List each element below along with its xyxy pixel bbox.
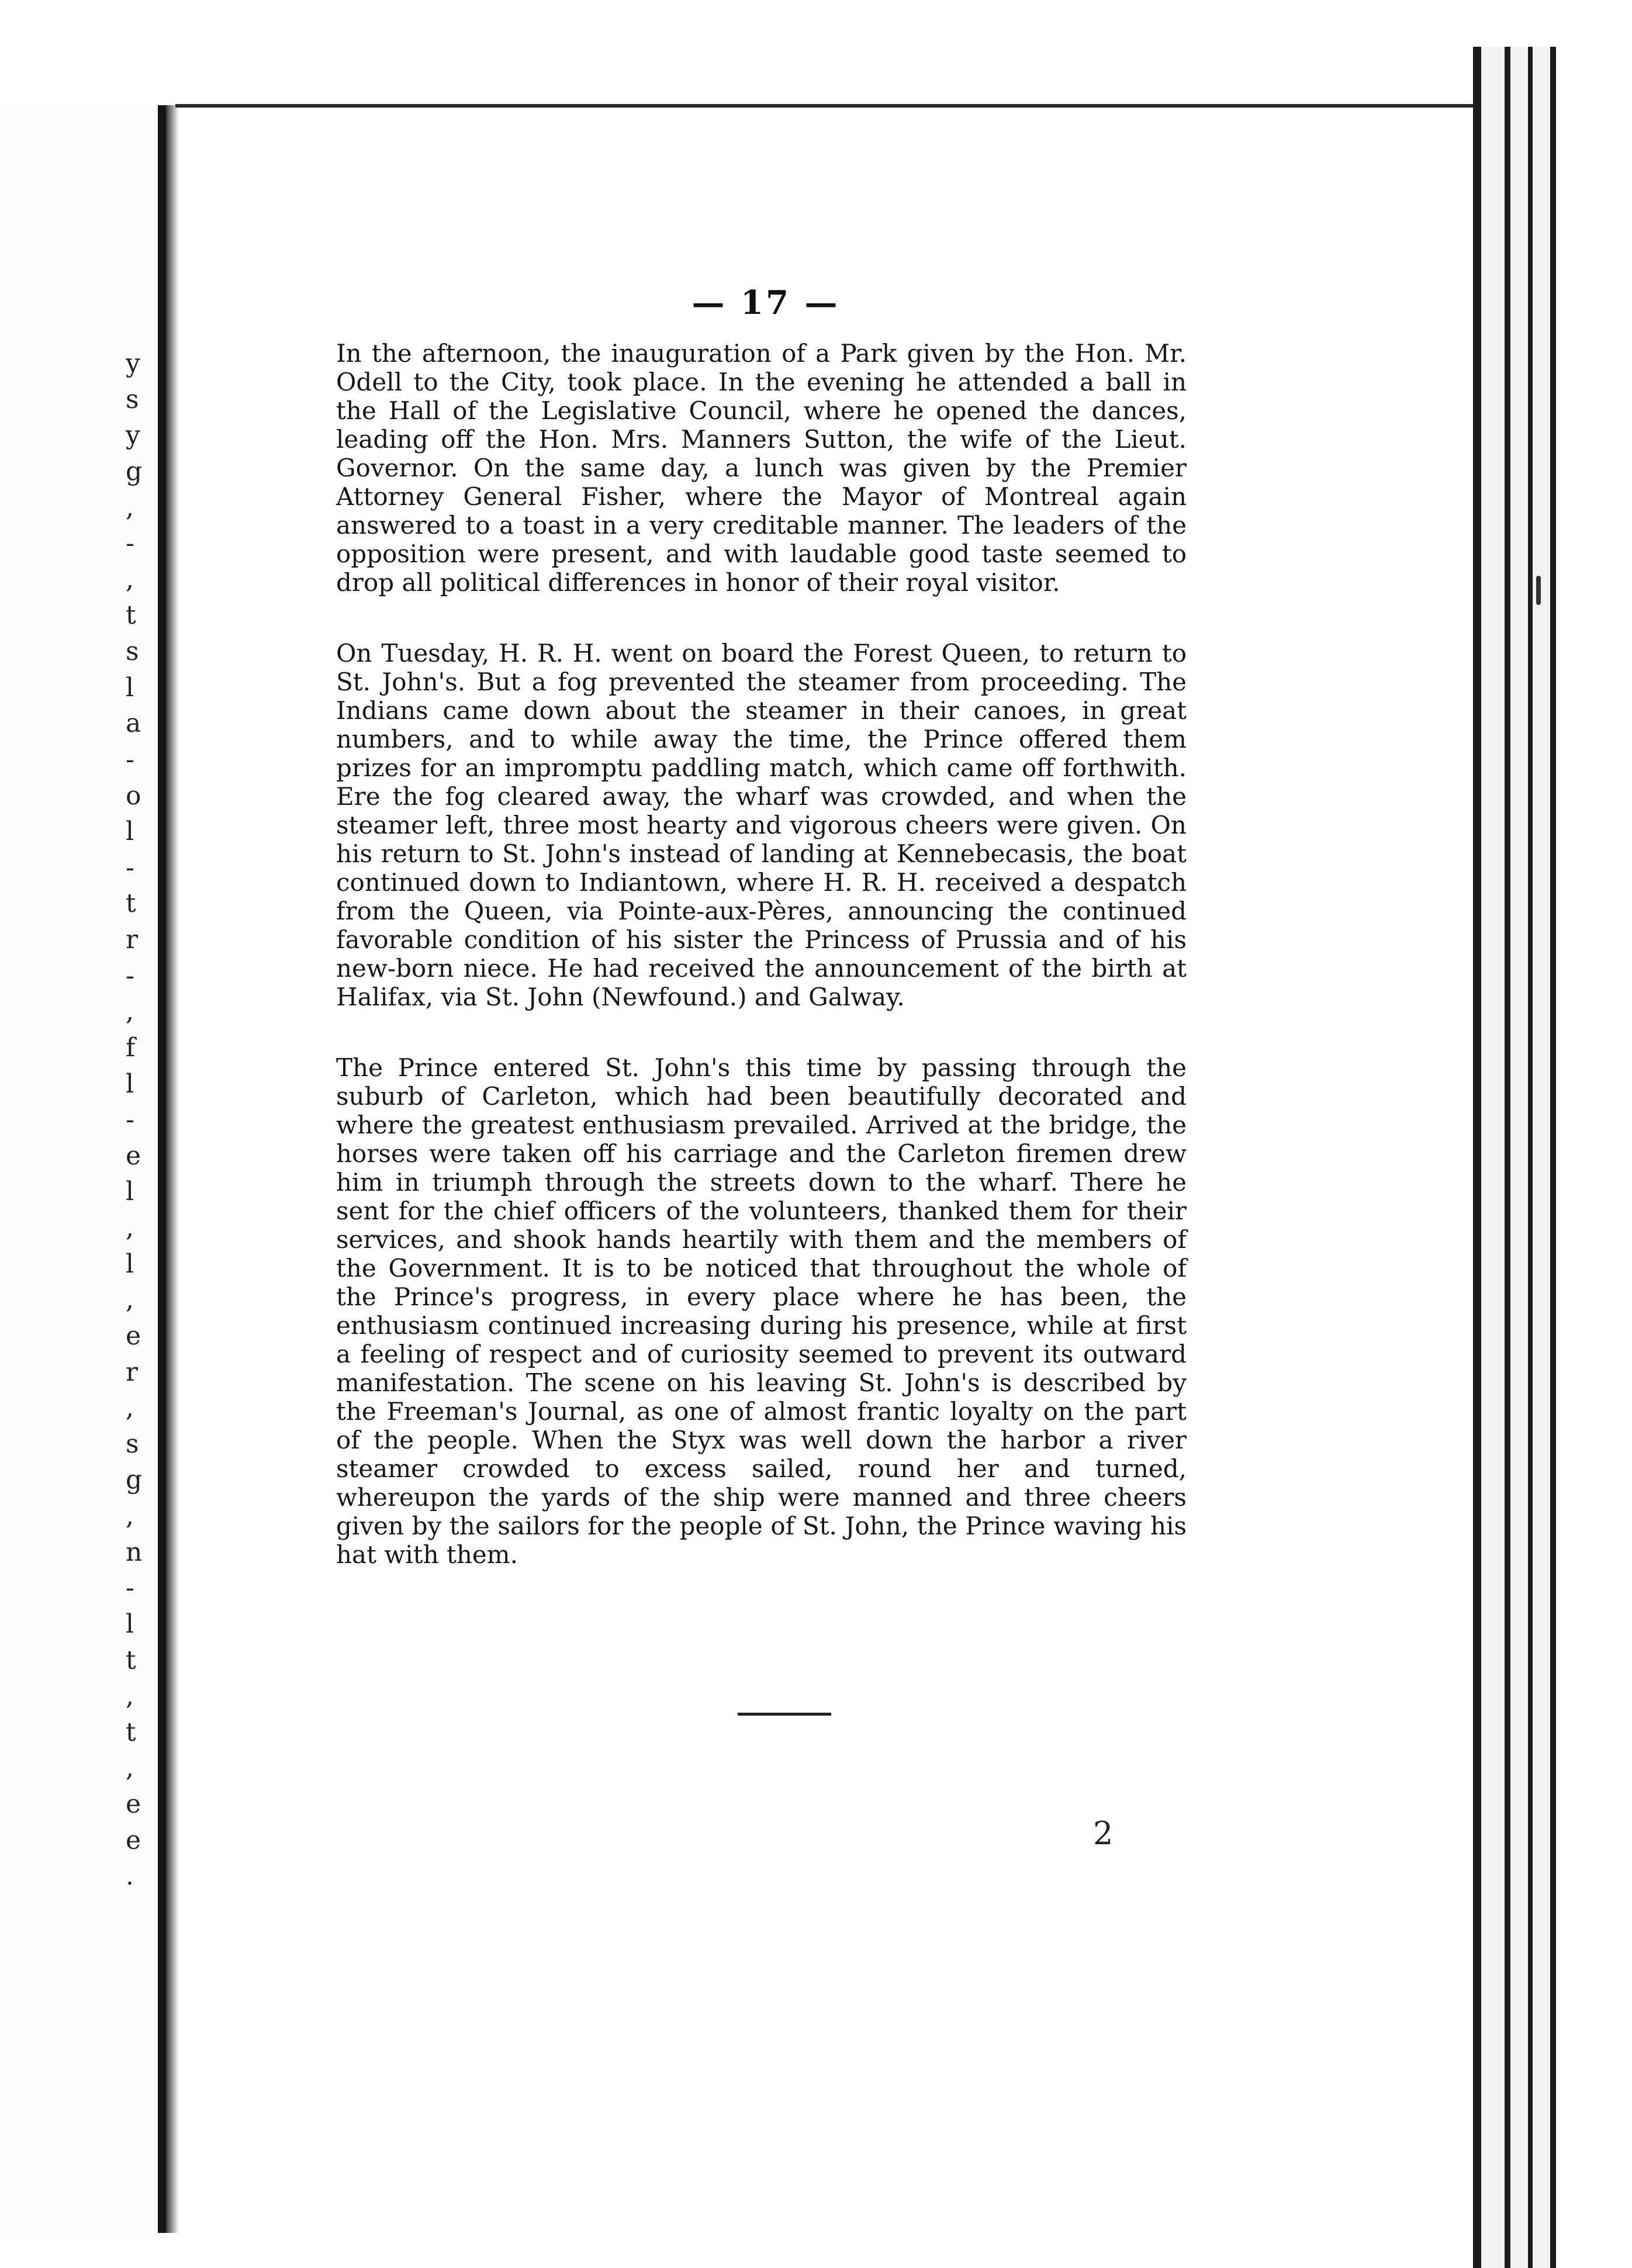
margin-fragment: - [126, 1105, 134, 1135]
margin-fragment: t [126, 600, 136, 630]
margin-fragment: y [126, 348, 140, 378]
margin-fragment: l [126, 817, 134, 846]
margin-fragment: n [126, 1537, 143, 1567]
margin-fragment: y [126, 420, 140, 450]
margin-fragment: l [126, 1249, 134, 1279]
margin-fragment: . [126, 1861, 134, 1891]
gutter-shadow [166, 105, 179, 2233]
left-page-edge [0, 105, 166, 2233]
margin-fragment: r [126, 925, 139, 955]
margin-fragment: , [126, 1501, 134, 1531]
running-head: — 17 — [691, 284, 840, 322]
margin-fragment: g [126, 457, 143, 486]
paragraph-2: On Tuesday, H. R. H. went on board the Forest Queen, to return to St. John's. But a fog prevented the steamer from proceeding. The Indians came down about the steamer in their canoes, in great numbers, and to while away the time, the Prince offered them prizes for an impromptu paddling match, which came off forthwith. Ere the fog cleared away, the wharf was crowded, and when the steamer left, three most hearty and vigorous cheers were given. On his return to St. John's instead of landing at Kennebecasis, the boat continued down to Indiantown, where H. R. H. received a despatch from the Queen, via Pointe-aux-Pères, announcing the continued favorable condition of his sister the Princess of Prussia and of his new-born niece. He had received the announcement of the birth at Halifax, via St. John (Newfound.) and Galway. [336, 639, 1187, 1011]
margin-fragment: - [126, 1573, 134, 1603]
paragraph-1: In the afternoon, the inauguration of a Park given by the Hon. Mr. Odell to the City, took place. In the evening he attended a ball in the Hall of the Legislative Council, where he opened the dances, leading off the Hon. Mrs. Manners Sutton, the wife of the Lieut. Governor. On the same day, a lunch was given by the Premier Attorney General Fisher, where the Mayor of Montreal again answered to a toast in a very creditable manner. The leaders of the opposition were present, and with laudable good taste seemed to drop all political differences in honor of their royal visitor. [336, 339, 1187, 597]
signature-mark: 2 [1093, 1815, 1114, 1852]
paragraph-3: The Prince entered St. John's this time by passing through the suburb of Carleton, which had been beautifully decorated and where the greatest enthusiasm prevailed. Arrived at the bridge, the horses were taken off his carriage and the Carleton firemen drew him in triumph through the streets down to the wharf. There he sent for the chief officers of the volunteers, thanked them for their services, and shook hands heartily with them and the members of the Government. It is to be noticed that throughout the whole of the Prince's progress, in every place where he has been, the enthusiasm continued increasing during his presence, while at first a feeling of respect and of curiosity seemed to prevent its outward manifestation. The scene on his leaving St. John's is described by the Freeman's Journal, as one of almost frantic loyalty on the part of the people. When the Styx was well down the harbor a river steamer crowded to excess sailed, round her and turned, whereupon the yards of the ship were manned and three cheers given by the sailors for the people of St. John, the Prince waving his hat with them. [336, 1053, 1187, 1569]
margin-fragment: e [126, 1321, 141, 1351]
margin-fragment: - [126, 853, 134, 883]
margin-fragment: , [126, 997, 134, 1026]
margin-fragment: s [126, 637, 139, 666]
margin-fragment: r [126, 1357, 139, 1387]
margin-fragment: , [126, 1393, 134, 1423]
margin-fragment: - [126, 961, 134, 991]
margin-fragment: e [126, 1826, 141, 1855]
margin-fragment: - [126, 528, 134, 558]
margin-fragment: , [126, 1681, 134, 1711]
margin-fragment: l [126, 1069, 134, 1099]
margin-fragment: l [126, 1177, 134, 1206]
margin-fragment: l [126, 673, 134, 703]
margin-fragment: , [126, 1753, 134, 1783]
margin-fragment: f [126, 1033, 136, 1063]
margin-fragment: s [126, 1429, 139, 1459]
margin-fragment: t [126, 1717, 136, 1747]
margin-fragment: t [126, 888, 136, 918]
section-rule [738, 1713, 831, 1716]
margin-fragment: , [126, 565, 134, 594]
margin-fragment: e [126, 1789, 141, 1819]
margin-fragment: o [126, 781, 141, 811]
scan-speck [1536, 576, 1541, 605]
margin-fragment: , [126, 1285, 134, 1315]
margin-fragment: , [126, 493, 134, 523]
margin-fragment: a [126, 708, 141, 738]
margin-fragment: , [126, 1213, 134, 1243]
margin-fragment: l [126, 1609, 134, 1639]
margin-fragment: g [126, 1465, 143, 1495]
margin-fragment: s [126, 385, 139, 414]
margin-fragment: t [126, 1645, 136, 1675]
margin-fragment: e [126, 1141, 141, 1171]
margin-fragment: - [126, 745, 134, 775]
body-text [336, 339, 1187, 1611]
right-page-fold [1473, 47, 1590, 2268]
